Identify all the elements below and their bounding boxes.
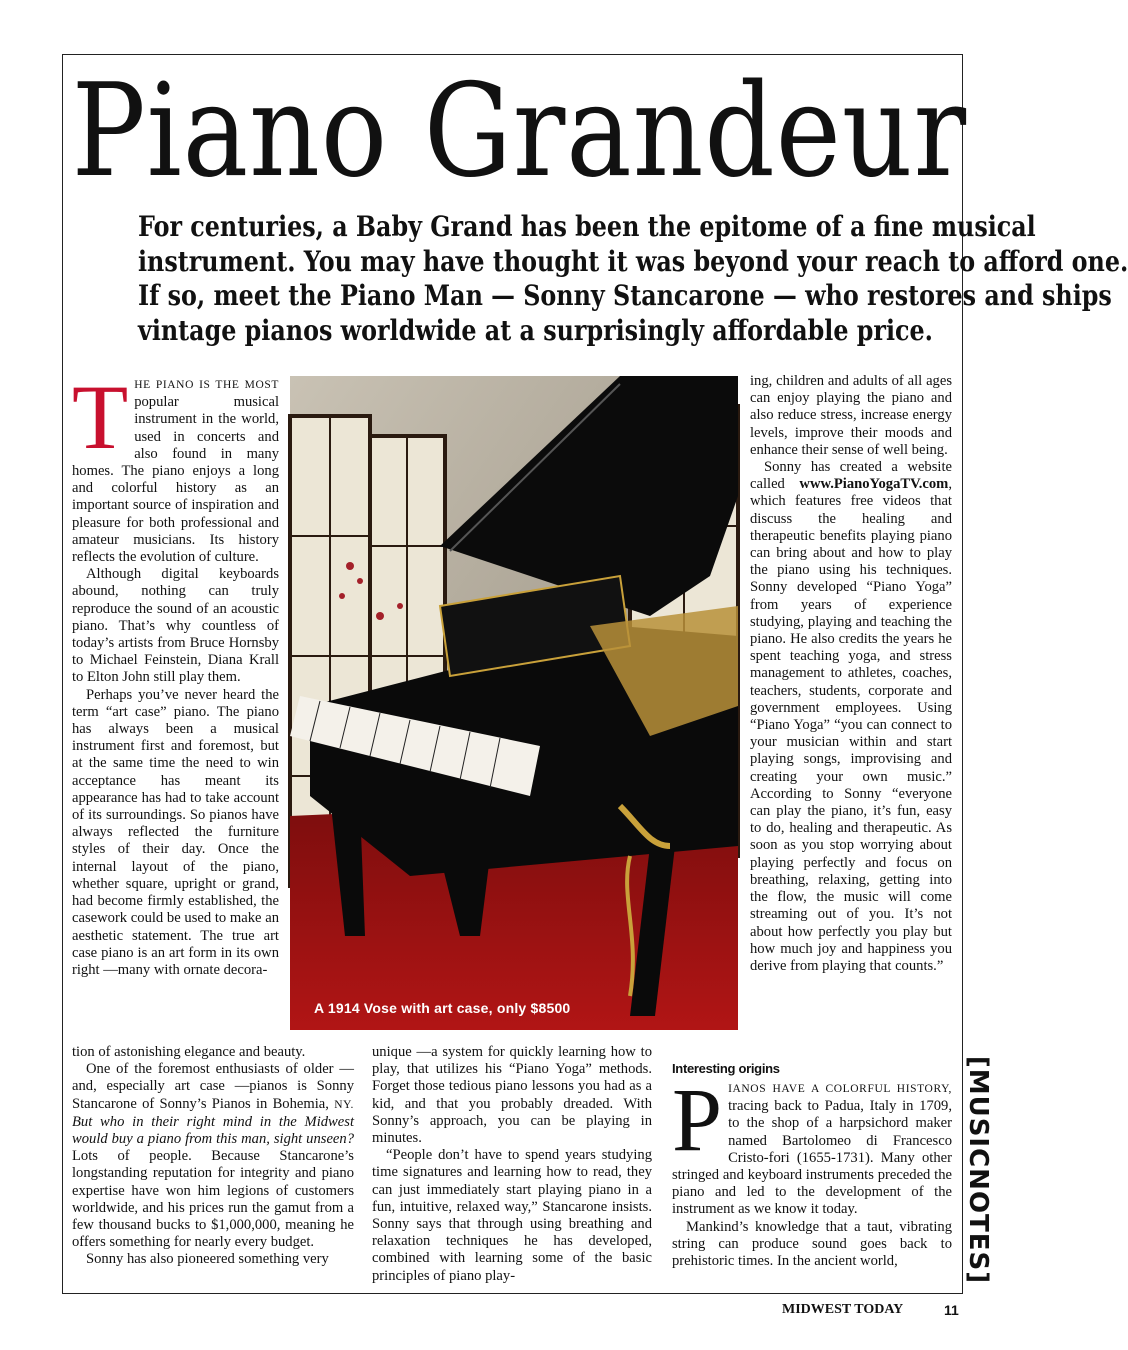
section-sidebar [958, 1050, 998, 1290]
paragraph: tion of astonishing elegance and beauty. [72, 1044, 306, 1060]
publication-name: MIDWEST TODAY [782, 1302, 904, 1317]
paragraph-text: Sonny has created a website called [750, 459, 952, 493]
paragraph-text: Lots of people. Because Stancarone’s longstanding reputation for integrity and piano expertise have won him legions of customers worldwide, and his prices run the gamut from a few thousand bucks to $1,000,000, meaning he offers something for nearly every budget. [72, 1148, 354, 1251]
piano-photo [290, 376, 738, 1030]
paragraph [72, 1061, 354, 1251]
piano-illustration [290, 376, 738, 1030]
section-label: [MUSICNOTES] [963, 1055, 993, 1285]
column-3-top [750, 373, 952, 975]
paragraph: unique —a system for quickly learning how to play, that utilizes his “Piano Yoga” methods. Forget those tedious piano lessons you had as a kid, and that you probably dreaded. With Sonny’s approach, you can be playing in minutes. [372, 1044, 652, 1147]
subhead: Interesting origins [672, 1061, 780, 1076]
state-abbrev: NY. [334, 1098, 354, 1111]
paragraph: Sonny has also pioneered something very [86, 1251, 329, 1268]
paragraph [672, 1071, 952, 1219]
deck-line: For centuries, a Baby Grand has been the epitome of a fine musical [138, 210, 1036, 243]
lead-caps: HE PIANO IS THE MOST [134, 379, 279, 391]
paragraph [750, 459, 952, 975]
photo-caption: A 1914 Vose with art case, only $8500 [314, 1000, 571, 1016]
column-2 [372, 1044, 652, 1285]
paragraph: ing, children and adults of all ages can enjoy playing the piano and also reduce stress, increase energy levels, improve their moods and enhance their sense of well being. [750, 373, 952, 458]
drop-cap: P [672, 1071, 723, 1170]
paragraph [72, 366, 279, 566]
deck-line: instrument. You may have thought it was beyond your reach to afford one. [138, 244, 1128, 278]
website-link[interactable]: www.PianoYogaTV.com [799, 476, 949, 493]
deck-line: vintage pianos worldwide at a surprisingly affordable price. [138, 313, 933, 347]
paragraph-text: popular musical instrument in the world, used in concerts and also found in many homes. The piano enjoys a long and colorful history as an important source of inspiration and pleasure for both professional and amateur musicians. Its history reflects the evolution of culture. [72, 394, 279, 566]
italic-text: But who in their right mind in the Midwest would buy a piano from this man, sight unseen? [72, 1113, 354, 1148]
column-3-bottom [672, 1071, 952, 1270]
column-1-bottom [72, 1044, 354, 1269]
paragraph: “People don’t have to spend years studying time signatures and learning how to read, they can just immediately start playing piano in a fun, intuitive, relaxed way,” Stancarone insists. Sonny says that through using breathing and relaxation techniques he has developed, combined with learning some of the basic principles of piano play- [372, 1147, 652, 1284]
paragraph: Mankind’s knowledge that a taut, vibrating string can produce sound goes back to prehistoric times. In the ancient world, [672, 1218, 952, 1270]
paragraph-text: tracing back to Padua, Italy in 1709, to the shop of a harpsichord maker named Bartolomeo di Francesco Cristo-fori (1655-1731). Many other stringed and keyboard instruments preceded the piano and led to the development of the instrument as we know it today. [672, 1098, 952, 1218]
paragraph: Perhaps you’ve never heard the term “art case” piano. The piano has always been a musical instrument first and foremost, but at the same time the need to win acceptance has meant its appearance has had to take account of its surroundings. So pianos have always reflected the furniture styles of their day. Once the internal layout of the piano, whether square, upright or grand, had become firmly established, the casework could be used to make an aesthetic statement. The true art case piano is an art form in its own right —many with ornate decora- [72, 686, 279, 978]
lead-caps: IANOS HAVE A COLORFUL HISTORY, [728, 1083, 952, 1095]
article-deck [138, 210, 1128, 348]
deck-line: If so, meet the Piano Man — Sonny Stancarone — who restores and ships [138, 279, 1112, 312]
drop-cap: T [72, 366, 129, 468]
page-number: 11 [944, 1302, 959, 1318]
article-title: Piano Grandeur [71, 57, 967, 206]
paragraph-text: , which features free videos that discuss the healing and therapeutic benefits playing piano can bring about and how to play the piano using his techniques. Sonny developed “Piano Yoga” from years of experience studying, playing and teaching the piano. He also credits the years he spent teaching yoga, and stress management to athletes, coaches, teachers, students, corporate and government employees. Using “Piano Yoga” “you can connect to your musician within and start playing songs, improvising and creating your own music.” According to Sonny “everyone can play the piano, it’s fun, easy to do, healing and therapeutic. As soon as you stop worrying about playing perfectly and focus on breathing, relaxing, getting into the flow, the music will come streaming out of you. It’s not about how perfectly you play but how much joy and happiness you derive from playing that counts.” [750, 476, 952, 974]
column-1-top [72, 366, 279, 979]
paragraph: Although digital keyboards abound, nothing can truly reproduce the sound of an acoustic piano. That’s why countless of today’s artists from Bruce Hornsby to Michael Feinstein, Diana Krall to Elton John still play them. [72, 566, 279, 686]
paragraph-text: One of the foremost enthusiasts of older —and, especially art case —pianos is Sonny Stancarone of Sonny’s Pianos in Bohemia, [72, 1061, 354, 1112]
